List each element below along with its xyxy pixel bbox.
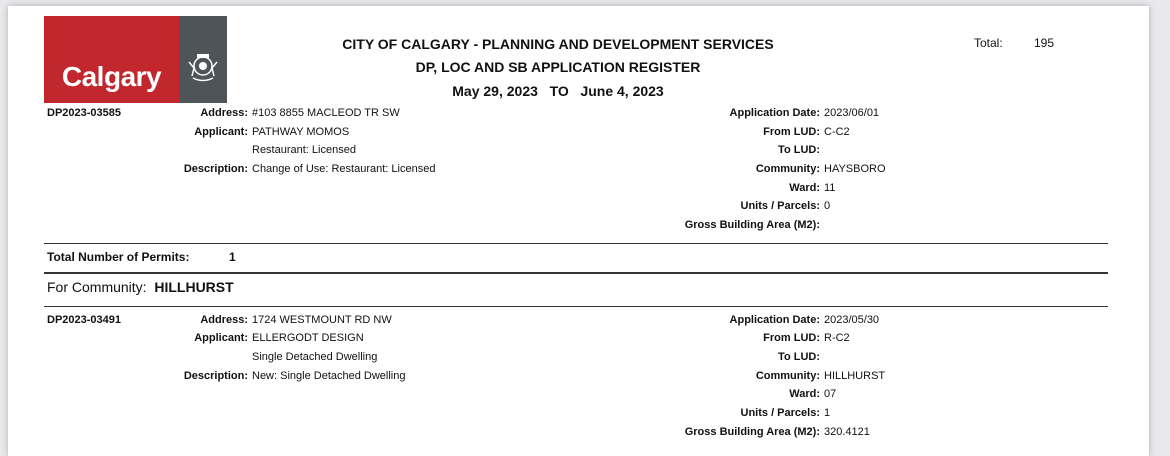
gba-label: Gross Building Area (M2): — [684, 426, 820, 438]
permit-id: DP2023-03491 — [47, 314, 122, 326]
applicant-label: Applicant: — [194, 332, 248, 344]
units-label: Units / Parcels: — [740, 407, 820, 419]
applicant-extra: Restaurant: Licensed — [252, 144, 356, 156]
date-to-word: TO — [549, 83, 569, 99]
address-label: Address: — [200, 107, 248, 119]
document-page — [8, 6, 1149, 456]
ward-label: Ward: — [789, 182, 820, 194]
crest-icon — [183, 52, 223, 86]
description-value: New: Single Detached Dwelling — [252, 370, 406, 382]
ward-label: Ward: — [789, 388, 820, 400]
community-section-header — [47, 279, 234, 295]
logo-text: Calgary — [61, 61, 162, 92]
total-permits-label: Total Number of Permits: — [47, 250, 190, 264]
divider-line — [44, 243, 1108, 244]
date-to: June 4, 2023 — [580, 83, 664, 99]
from-lud-value: C-C2 — [824, 126, 850, 138]
to-lud-label: To LUD: — [778, 351, 820, 363]
total-value: 195 — [1034, 36, 1055, 50]
community-section-label: For Community: — [47, 279, 147, 295]
divider-line — [44, 272, 1108, 274]
date-from: May 29, 2023 — [452, 83, 538, 99]
report-title-line2: DP, LOC AND SB APPLICATION REGISTER — [415, 59, 701, 75]
description-label: Description: — [183, 163, 248, 175]
applicant-value: ELLERGODT DESIGN — [252, 332, 364, 344]
units-value: 1 — [824, 407, 831, 419]
city-crest-panel — [179, 16, 227, 103]
units-value: 0 — [824, 200, 831, 212]
description-value: Change of Use: Restaurant: Licensed — [252, 163, 436, 175]
community-label: Community: — [755, 163, 820, 175]
application-date-label: Application Date: — [729, 314, 820, 326]
units-label: Units / Parcels: — [740, 200, 820, 212]
ward-value: 11 — [824, 182, 836, 194]
community-section-name: HILLHURST — [154, 279, 234, 295]
from-lud-label: From LUD: — [763, 332, 820, 344]
from-lud-value: R-C2 — [824, 332, 850, 344]
total-permits-value: 1 — [229, 250, 236, 264]
calgary-logo — [44, 16, 179, 103]
applicant-extra: Single Detached Dwelling — [252, 351, 378, 363]
permit-id: DP2023-03585 — [47, 107, 122, 119]
gba-value: 320.4121 — [824, 426, 870, 438]
address-label: Address: — [200, 314, 248, 326]
address-value: #103 8855 MACLEOD TR SW — [252, 107, 400, 119]
total-label: Total: — [974, 36, 1003, 50]
from-lud-label: From LUD: — [763, 126, 820, 138]
community-value: HILLHURST — [824, 370, 886, 382]
ward-value: 07 — [824, 388, 837, 400]
address-value: 1724 WESTMOUNT RD NW — [252, 314, 392, 326]
description-label: Description: — [183, 370, 248, 382]
application-date-value: 2023/06/01 — [824, 107, 880, 119]
application-date-label: Application Date: — [729, 107, 820, 119]
applicant-label: Applicant: — [194, 126, 248, 138]
applicant-value: PATHWAY MOMOS — [252, 126, 350, 138]
to-lud-label: To LUD: — [778, 144, 820, 156]
gba-label: Gross Building Area (M2): — [684, 219, 820, 231]
community-value: HAYSBORO — [824, 163, 886, 175]
divider-line — [44, 306, 1108, 307]
report-date-range — [258, 83, 858, 99]
community-label: Community: — [755, 370, 820, 382]
application-date-value: 2023/05/30 — [824, 314, 880, 326]
report-title-line1: CITY OF CALGARY - PLANNING AND DEVELOPMENT SERVICES — [342, 36, 774, 52]
